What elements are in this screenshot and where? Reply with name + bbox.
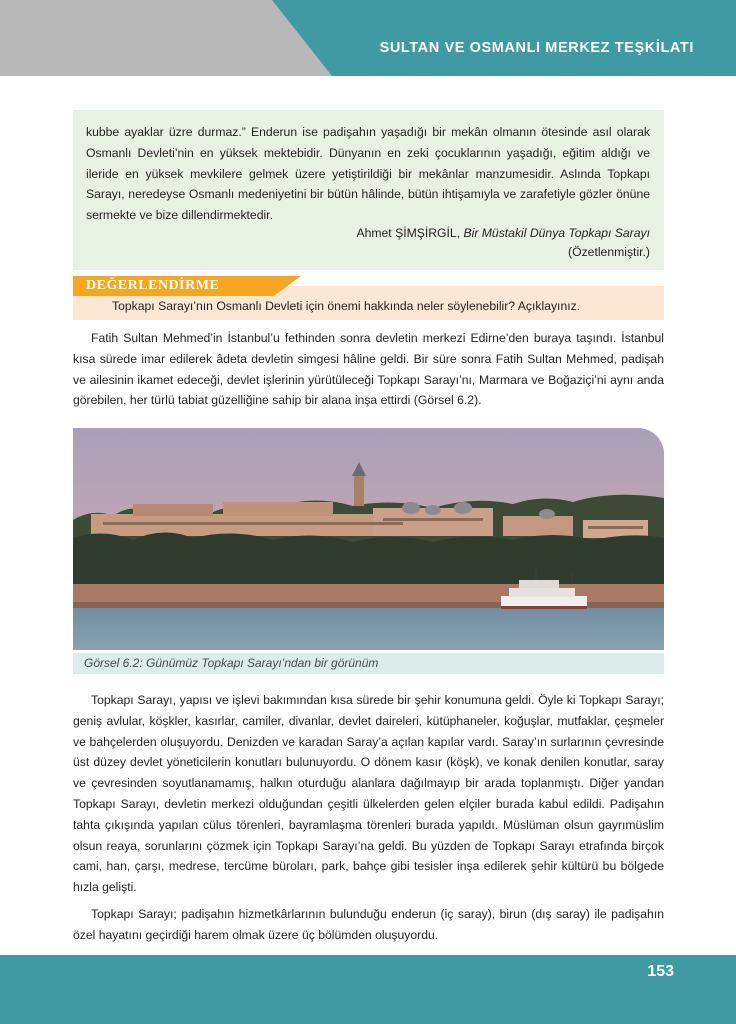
chapter-title: SULTAN VE OSMANLI MERKEZ TEŞKİLATI [379,40,694,56]
quote-note: (Özetlenmiştir.) [568,245,650,259]
quote-work: Bir Müstakil Dünya Topkapı Sarayı [463,226,650,240]
quote-text: kubbe ayaklar üzre durmaz.” Enderun ise padişahın yaşadığı bir mekân olmanın ötesinde asıl olarak Osmanlı Devleti’nin en yüksek mektebidir. Dünyanın en zeki çocuklarının yaşadığı, eğitim aldığı ve ileride en yüksek mevkilere gelmek üzere yetiştirildiği bir mekânlar manzumesidir. Aslında Topkapı Sarayı, neredeyse Osmanlı medeniyetini bir bütün hâlinde, bütün ihtişamıyla ve zarafetiyle gözler önüne sermekte ve bize dillendirmektedir. [86,125,650,223]
figure-photo [73,428,664,650]
evaluation-label: DEĞERLENDİRME [86,278,220,293]
page-number: 153 [647,963,674,980]
evaluation-question: Topkapı Sarayı’nın Osmanlı Devleti için önemi hakkında neler söylenebilir? Açıklayınız. [112,299,581,313]
paragraph-palace-sections: Topkapı Sarayı; padişahın hizmetkârlarının bulunduğu enderun (iç saray), birun (dış saray) ile padişahın özel hayatını geçirdiği harem olmak üzere üç bölümden oluşuyordu. [73,906,664,942]
paragraph-palace-city: Topkapı Sarayı, yapısı ve işlevi bakımından kısa sürede bir şehir konumuna geldi. Öyle ki Topkapı Sarayı; geniş avlular, köşkler, kasırlar, camiler, divanlar, devlet daireleri, kütüphaneler, koğuşlar, mutfaklar, çeşmeler ve bahçelerden oluşuyordu. Denizden ve karadan Saray’a açılan kapılar vardı. Saray’ın surlarının çevresinde üst düzey devlet yöneticilerin konutları bulunuyordu. O dönem kasır (köşk), ve konak denilen konutlar, saray ve çevresinden soyutlanamamış, halkın oturduğu alanlara dağılmayıp bir arada toplanmıştı. Diğer yandan Topkapı Sarayı, devletin merkezi olduğundan çeşitli ülkelerden gelen elçiler burada kabul edildi. Padişahın tahta çıkışında yapılan cülus törenleri, bayramlaşma törenleri burada yapıldı. Müslüman olsun gayrımüslim olsun reaya, sorunlarını çözmek için Topkapı Sarayı’na geldi. Bu yüzden de Topkapı Sarayı etrafında birçok cami, han, çarşı, medrese, tercüme büroları, park, bahçe gibi tesisler inşa edilerek şehir kültürü bu bölgede hızla gelişti. [73,693,664,895]
topkapi-palace-photo [73,428,664,650]
figure-caption: Görsel 6.2: Günümüz Topkapı Sarayı’ndan bir görünüm [84,656,379,670]
body-section-2 [73,690,664,946]
body-section-1 [73,328,664,411]
footer-bar [0,955,736,1024]
quote-attribution [356,224,650,262]
quote-author: Ahmet ŞİMŞİRGİL, [356,226,461,240]
paragraph-conquest: Fatih Sultan Mehmed’in İstanbul’u fethinden sonra devletin merkezi Edirne’den buraya taşındı. İstanbul kısa sürede imar edilerek âdeta devletin simgesi hâline geldi. Bir süre sonra Fatih Sultan Mehmed, padişah ve ailesinin ikamet edeceği, devlet işlerinin yürütüleceği Topkapı Sarayı’nı, Marmara ve Boğaziçi’ni aynı anda görebilen, her türlü tabiat güzelliğine sahip bir alana inşa ettirdi (Görsel 6.2). [73,331,664,408]
